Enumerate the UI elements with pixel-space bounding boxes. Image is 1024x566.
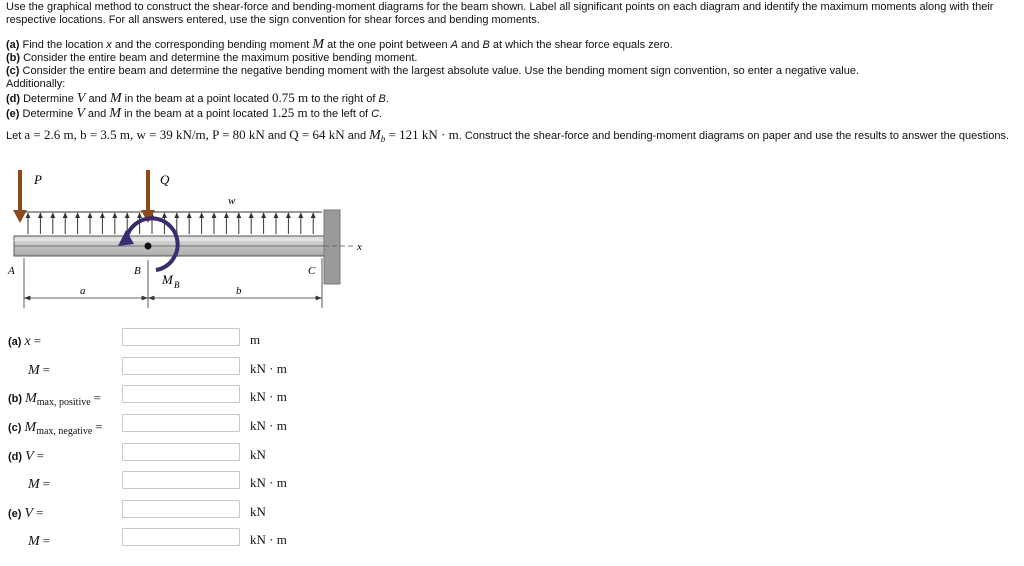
given-and1: and <box>264 130 290 142</box>
part-a <box>6 38 1018 52</box>
point-B-dot <box>145 243 152 250</box>
answer-row <box>0 357 400 379</box>
answer-equals: = <box>42 362 51 377</box>
answer-part: (a) <box>8 336 22 348</box>
answer-input[interactable] <box>122 528 240 546</box>
answer-symbol: x <box>24 334 31 349</box>
answer-label <box>8 505 43 522</box>
label-a: a <box>80 285 86 297</box>
answer-symbol: M <box>28 534 40 549</box>
load-arrowhead <box>125 213 130 219</box>
answer-symbol: M <box>24 420 37 435</box>
answer-label <box>8 333 41 350</box>
given-and2: and <box>344 130 370 142</box>
load-arrowhead <box>286 213 291 219</box>
answer-label <box>8 390 101 408</box>
answer-row <box>0 443 400 465</box>
label-C: C <box>308 265 316 277</box>
answer-part: (c) <box>8 422 22 434</box>
part-a-text3: at the one point between <box>324 39 451 51</box>
answer-unit: kN <box>250 504 266 519</box>
answer-symbol: V <box>24 506 34 521</box>
part-e <box>6 106 1018 121</box>
problem-parts <box>6 38 1018 121</box>
given-values <box>6 128 1018 146</box>
part-a-label: (a) <box>6 39 20 51</box>
given-mb-sub: b <box>380 134 386 145</box>
answer-equals: = <box>93 390 102 405</box>
label-A: A <box>8 265 15 277</box>
distributed-load-arrows <box>26 213 316 235</box>
load-arrowhead <box>100 213 105 219</box>
label-w: w <box>228 195 236 207</box>
answer-symbol: M <box>28 477 40 492</box>
answer-row <box>0 328 400 350</box>
answer-subscript: max, positive <box>36 397 91 409</box>
given-values-text: a = 2.6 m, b = 3.5 m, w = 39 kN/m, P = 80 kN <box>24 127 265 142</box>
given-line <box>6 128 1018 146</box>
answer-symbol: M <box>28 363 40 378</box>
answer-equals: = <box>42 476 51 491</box>
intro-text: Use the graphical method to construct the shear-force and bending-moment diagrams for the beam shown. Label all significant points on each diagram and identify the maximum moments along with their respective locations. For all answers entered, use the sign convention for shear forces and bending moments. <box>6 1 994 26</box>
label-Q: Q <box>160 172 170 187</box>
load-arrowhead <box>174 213 179 219</box>
beam-diagram <box>0 160 380 310</box>
answer-input[interactable] <box>122 414 240 432</box>
load-arrowhead <box>75 213 80 219</box>
answer-input[interactable] <box>122 471 240 489</box>
answer-equals: = <box>36 505 44 520</box>
label-P: P <box>34 172 42 187</box>
part-a-A: A <box>450 39 458 51</box>
load-arrowhead <box>274 213 279 219</box>
load-arrowhead <box>26 213 31 219</box>
load-arrowhead <box>199 213 204 219</box>
answer-symbol: M <box>25 391 37 406</box>
part-e-label: (e) <box>6 108 20 120</box>
answer-label <box>8 448 44 465</box>
part-d-dist: 0.75 m <box>272 90 309 105</box>
answer-part: (e) <box>8 508 22 520</box>
part-b-text: Consider the entire beam and determine the maximum positive bending moment. <box>23 52 418 64</box>
answer-input[interactable] <box>122 443 240 461</box>
part-a-text4: at which the shear force equals zero. <box>489 39 673 51</box>
part-a-text2: and the corresponding bending moment <box>111 39 313 51</box>
answer-row <box>0 471 400 493</box>
load-arrowhead <box>298 213 303 219</box>
label-B: B <box>134 265 141 277</box>
part-d <box>6 91 1018 106</box>
load-arrowhead <box>311 213 316 219</box>
load-arrowhead <box>187 213 192 219</box>
answer-input[interactable] <box>122 385 240 403</box>
answer-unit: kN · m <box>250 475 287 490</box>
load-arrowhead <box>137 213 142 219</box>
part-e-and: and <box>84 108 110 120</box>
answer-label <box>8 419 103 437</box>
label-MB: M <box>162 272 173 287</box>
answer-input[interactable] <box>122 357 240 375</box>
answer-equals: = <box>95 419 103 434</box>
load-arrowhead <box>63 213 68 219</box>
part-e-V: V <box>76 106 85 121</box>
load-arrowhead <box>88 213 93 219</box>
load-arrowhead <box>212 213 217 219</box>
answer-input[interactable] <box>122 328 240 346</box>
label-b: b <box>236 285 242 297</box>
part-a-x: x <box>106 39 112 51</box>
part-e-text3: to the left of <box>307 108 372 120</box>
problem-intro <box>6 1 1018 27</box>
load-arrowhead <box>112 213 117 219</box>
answer-unit: kN · m <box>250 389 287 404</box>
part-d-text3: to the right of <box>308 93 379 105</box>
part-d-end: . <box>385 93 389 105</box>
part-e-text1: Determine <box>22 108 77 120</box>
load-arrowhead <box>38 213 43 219</box>
answer-unit: kN · m <box>250 418 287 433</box>
part-a-B: B <box>482 39 490 51</box>
answer-row <box>0 414 400 436</box>
given-q: Q = 64 kN <box>289 127 345 142</box>
part-c-label: (c) <box>6 65 20 77</box>
answer-equals: = <box>42 533 51 548</box>
part-b-label: (b) <box>6 52 21 64</box>
answer-unit: kN <box>250 447 266 462</box>
given-lead: Let <box>6 130 25 142</box>
answer-label <box>28 362 50 379</box>
label-MB-sub: B <box>174 280 180 290</box>
part-d-M: M <box>109 91 122 106</box>
part-b <box>6 52 1018 65</box>
load-arrowhead <box>236 213 241 219</box>
part-c-text: Consider the entire beam and determine the negative bending moment with the largest absolute value. Use the bending moment sign convention, so enter a negative value. <box>22 65 860 77</box>
given-mb-val: = 121 kN · m <box>385 127 459 142</box>
part-e-dist: 1.25 m <box>271 105 308 120</box>
part-e-C: C <box>371 108 380 120</box>
answer-row <box>0 500 400 522</box>
answer-unit: kN · m <box>250 361 287 376</box>
load-arrowhead <box>261 213 266 219</box>
answer-unit: m <box>250 332 261 347</box>
given-mb: M <box>369 128 381 143</box>
part-d-B: B <box>378 93 386 105</box>
part-d-V: V <box>76 91 86 106</box>
answer-input[interactable] <box>122 500 240 518</box>
part-c <box>6 65 1018 78</box>
part-d-and: and <box>85 93 110 105</box>
load-P-arrowhead <box>13 210 27 223</box>
part-e-M: M <box>109 106 122 121</box>
answer-label <box>28 476 50 493</box>
answer-label <box>28 533 50 550</box>
answer-unit: kN · m <box>250 532 287 547</box>
given-tail: . Construct the shear-force and bending-moment diagrams on paper and use the results to answer the questions. <box>458 130 1010 142</box>
answer-equals: = <box>36 448 45 463</box>
additionally-label: Additionally: <box>6 78 66 90</box>
fixed-support <box>324 210 340 284</box>
x-axis-label: x <box>357 241 362 253</box>
load-arrowhead <box>50 213 55 219</box>
part-a-and: and <box>458 39 483 51</box>
answer-row <box>0 385 400 407</box>
load-arrowhead <box>162 213 167 219</box>
answer-symbol: V <box>25 449 34 464</box>
load-arrowhead <box>224 213 229 219</box>
part-a-text: Find the location <box>22 39 107 51</box>
part-a-M: M <box>312 37 325 52</box>
part-e-text2: in the beam at a point located <box>121 108 272 120</box>
answer-part: (d) <box>8 451 23 463</box>
answer-subscript: max, negative <box>36 426 93 438</box>
answer-equals: = <box>33 333 42 348</box>
answer-row <box>0 528 400 550</box>
answer-part: (b) <box>8 393 23 405</box>
part-e-end: . <box>379 108 383 120</box>
part-d-text1: Determine <box>23 93 77 105</box>
part-d-text2: in the beam at a point located <box>121 93 273 105</box>
part-d-label: (d) <box>6 93 21 105</box>
load-arrowhead <box>249 213 254 219</box>
